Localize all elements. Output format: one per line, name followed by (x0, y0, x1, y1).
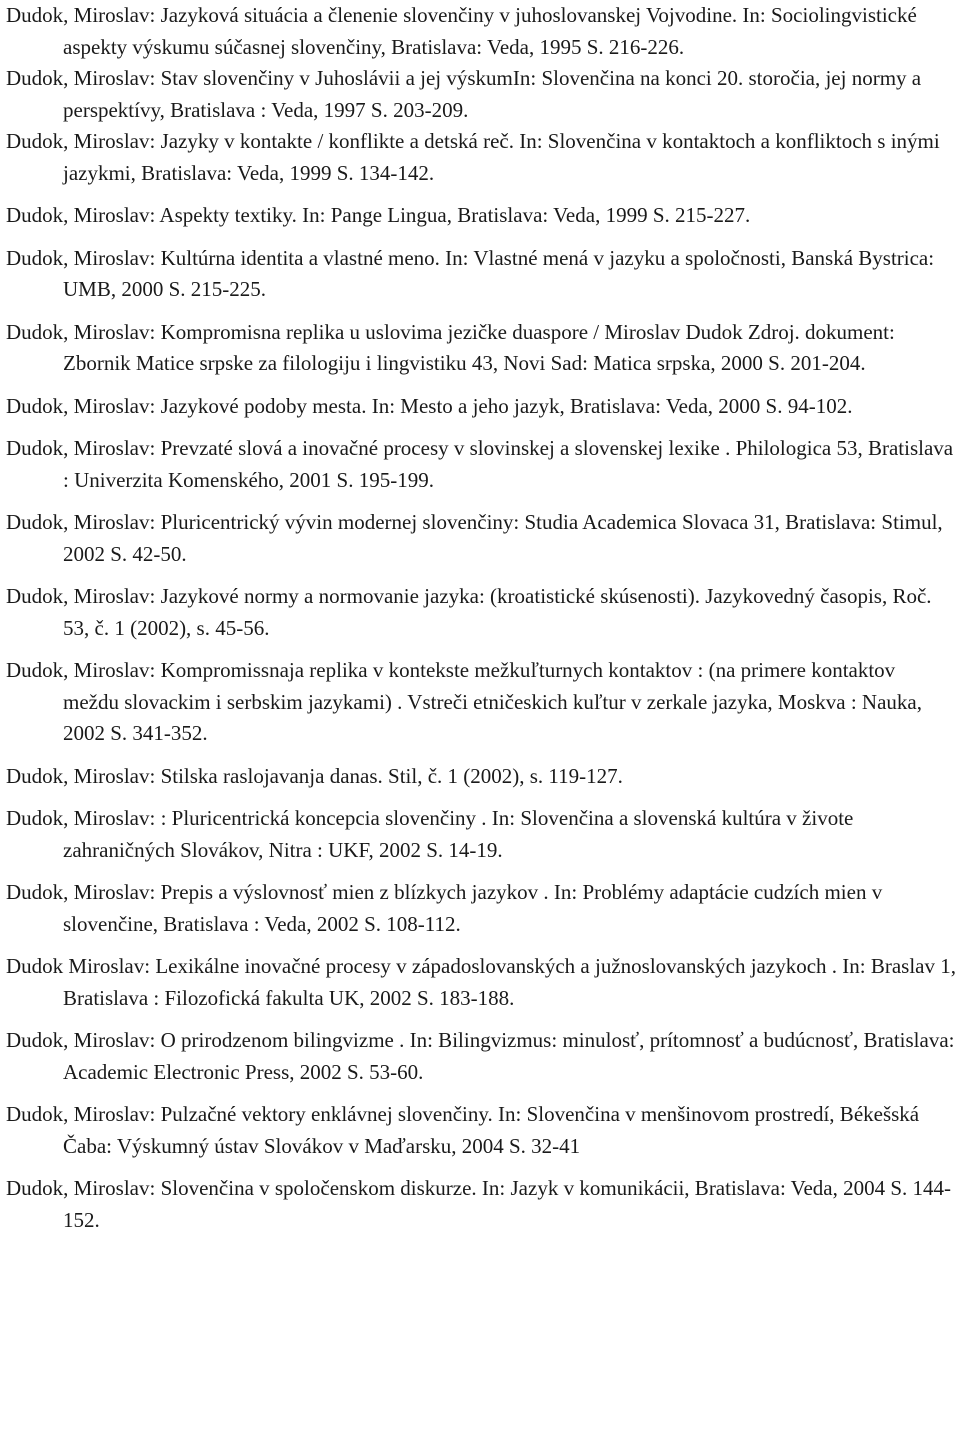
reference-entry: Dudok, Miroslav: Pulzačné vektory enklávnej slovenčiny. In: Slovenčina v menšinovom prostredí, Békešská Čaba: Výskumný ústav Slovákov v Maďarsku, 2004 S. 32-41 (6, 1102, 920, 1158)
reference-entry: Dudok, Miroslav: Jazyková situácia a členenie slovenčiny v juhoslovanskej Vojvodine. In: Sociolingvistické aspekty výskumu súčasnej slovenčiny, Bratislava: Veda, 1995 S. 216-226. (6, 3, 917, 59)
reference-list (6, 0, 956, 1247)
reference-entry: Dudok, Miroslav: Jazykové podoby mesta. In: Mesto a jeho jazyk, Bratislava: Veda, 2000 S. 94-102. (6, 393, 853, 418)
reference-entry: Dudok, Miroslav: Kultúrna identita a vlastné meno. In: Vlastné mená v jazyku a spoločnosti, Banská Bystrica: UMB, 2000 S. 215-225. (6, 245, 935, 301)
reference-entry: Dudok, Miroslav: Aspekty textiky. In: Pange Lingua, Bratislava: Veda, 1999 S. 215-227. (6, 203, 751, 227)
reference-entry: Dudok, Miroslav: Slovenčina v spoločenskom diskurze. In: Jazyk v komunikácii, Bratislava: Veda, 2004 S. 144-152. (6, 1176, 952, 1232)
reference-entry: Dudok, Miroslav: : Pluricentrická koncepcia slovenčiny . In: Slovenčina a slovenská kultúra v živote zahraničných Slovákov, Nitra : UKF, 2002 S. 14-19. (6, 806, 854, 862)
reference-entry: Dudok, Miroslav: Stilska raslojavanja danas. Stil, č. 1 (2002), s. 119-127. (6, 763, 623, 788)
reference-entry: Dudok, Miroslav: Pluricentrický vývin modernej slovenčiny: Studia Academica Slovaca 31, Bratislava: Stimul, 2002 S. 42-50. (6, 510, 943, 566)
reference-entry: Dudok, Miroslav: Stav slovenčiny v Juhoslávii a jej výskumIn: Slovenčina na konci 20. storočia, jej normy a perspektívy, Bratislava : Veda, 1997 S. 203-209. (6, 66, 922, 122)
reference-entry: Dudok, Miroslav: Kompromisna replika u uslovima jezičke duaspore / Miroslav Dudok Zdroj. dokument: Zbornik Matice srpske za filologiju i lingvistiku 43, Novi Sad: Matica srpska, 2000 S. 201-204. (6, 319, 895, 375)
reference-entry: Dudok, Miroslav: Kompromissnaja replika v kontekste mežkuľturnych kontaktov : (na primere kontaktov meždu slovackim i serbskim jazykami) . Vstreči etničeskich kuľtur v zerkale jazyka, Moskva : Nauka, 2002 S. 341-352. (6, 658, 922, 745)
reference-entry: Dudok, Miroslav: O prirodzenom bilingvizme . In: Bilingvizmus: minulosť, prítomnosť a budúcnosť, Bratislava: Academic Electronic Press, 2002 S. 53-60. (6, 1028, 955, 1084)
reference-entry: Dudok, Miroslav: Prepis a výslovnosť mien z blízkych jazykov . In: Problémy adaptácie cudzích mien v slovenčine, Bratislava : Veda, 2002 S. 108-112. (6, 880, 883, 936)
reference-entry: Dudok Miroslav: Lexikálne inovačné procesy v západoslovanských a južnoslovanských jazykoch . In: Braslav 1, Bratislava : Filozofická fakulta UK, 2002 S. 183-188. (6, 954, 956, 1010)
reference-entry: Dudok, Miroslav: Prevzaté slová a inovačné procesy v slovinskej a slovenskej lexike . Philologica 53, Bratislava : Univerzita Komenského, 2001 S. 195-199. (6, 436, 954, 492)
reference-entry: Dudok, Miroslav: Jazykové normy a normovanie jazyka: (kroatistické skúsenosti). Jazykovedný časopis, Roč. 53, č. 1 (2002), s. 45-56. (6, 584, 932, 640)
reference-entry: Dudok, Miroslav: Jazyky v kontakte / konflikte a detská reč. In: Slovenčina v kontaktoch a konfliktoch s inými jazykmi, Bratislava: Veda, 1999 S. 134-142. (6, 129, 940, 185)
